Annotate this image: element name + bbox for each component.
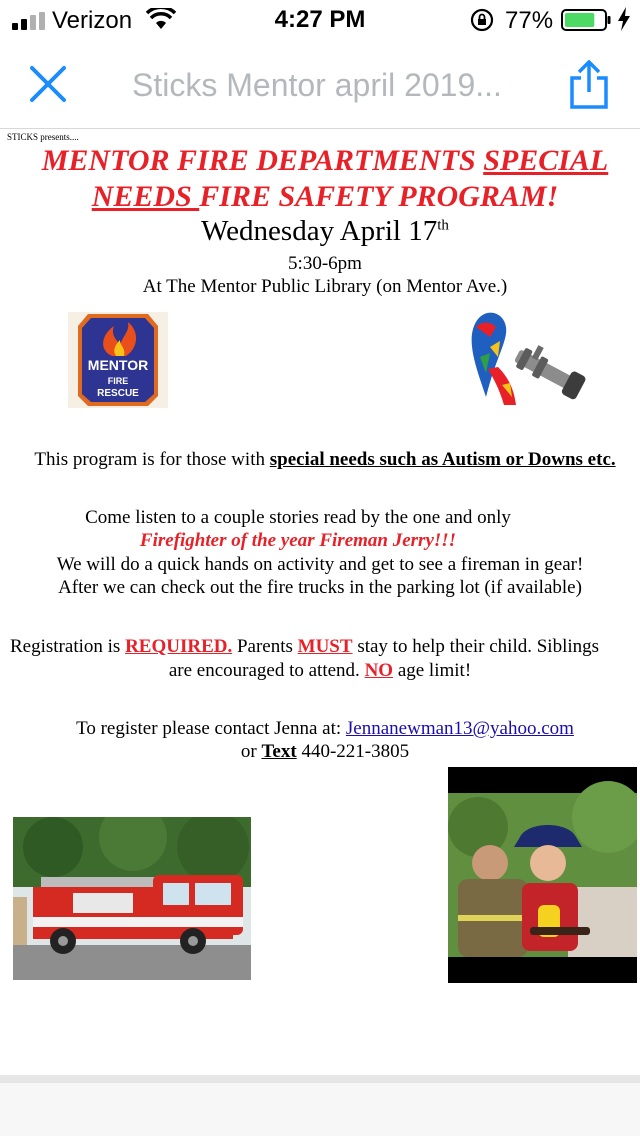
event-location: At The Mentor Public Library (on Mentor Ave.) bbox=[142, 276, 508, 297]
fireman-with-child-photo bbox=[448, 767, 637, 983]
event-date: Wednesday April 17th bbox=[201, 215, 449, 247]
clock: 4:27 PM bbox=[274, 6, 366, 33]
audience-text: This program is for those with special needs such as Autism or Downs etc. bbox=[34, 449, 616, 470]
headline-line-2: NEEDS FIRE SAFETY PROGRAM! bbox=[91, 180, 559, 213]
orientation-lock-icon bbox=[470, 8, 494, 32]
activity-text: We will do a quick hands on activity and get to see a fireman in gear! bbox=[56, 554, 584, 575]
status-bar bbox=[0, 0, 640, 40]
headline-line-1: MENTOR FIRE DEPARTMENTS SPECIAL bbox=[41, 144, 609, 177]
mentor-fire-rescue-logo bbox=[68, 312, 168, 408]
autism-ribbon-nozzle-graphic bbox=[456, 307, 592, 413]
charging-icon bbox=[617, 7, 631, 31]
fire-trucks-text: After we can check out the fire trucks in the parking lot (if available) bbox=[58, 577, 582, 598]
document-bottom-divider bbox=[0, 1075, 640, 1083]
email-link[interactable]: Jennanewman13@yahoo.com bbox=[345, 718, 574, 739]
story-text: Come listen to a couple stories read by the one and only bbox=[85, 507, 511, 528]
phone-text: or Text 440-221-3805 bbox=[240, 741, 410, 762]
logo-text-fire: FIRE bbox=[107, 376, 129, 386]
document-title: Sticks Mentor april 2019... bbox=[132, 67, 502, 103]
flyer-document[interactable] bbox=[0, 129, 640, 1075]
battery-icon bbox=[561, 9, 611, 31]
event-time: 5:30-6pm bbox=[288, 253, 362, 274]
registration-text-1: Registration is REQUIRED. Parents MUST stay to help their child. Siblings bbox=[10, 636, 600, 657]
registration-text-2: are encouraged to attend. NO age limit! bbox=[168, 660, 472, 681]
guest-text: Firefighter of the year Fireman Jerry!!! bbox=[139, 530, 457, 551]
bottom-toolbar-area bbox=[0, 1083, 640, 1136]
carrier-name: Verizon bbox=[52, 7, 133, 34]
contact-text: To register please contact Jenna at: Jennanewman13@yahoo.com bbox=[76, 718, 574, 739]
share-icon[interactable] bbox=[566, 60, 612, 110]
battery-percent: 77% bbox=[505, 7, 554, 34]
close-icon[interactable] bbox=[26, 62, 70, 106]
navigation-bar bbox=[0, 40, 640, 129]
logo-text-mentor: MENTOR bbox=[87, 357, 149, 373]
fire-truck-photo bbox=[13, 817, 251, 980]
presenter-text: STICKS presents.... bbox=[7, 132, 79, 142]
logo-text-rescue: RESCUE bbox=[97, 388, 139, 399]
